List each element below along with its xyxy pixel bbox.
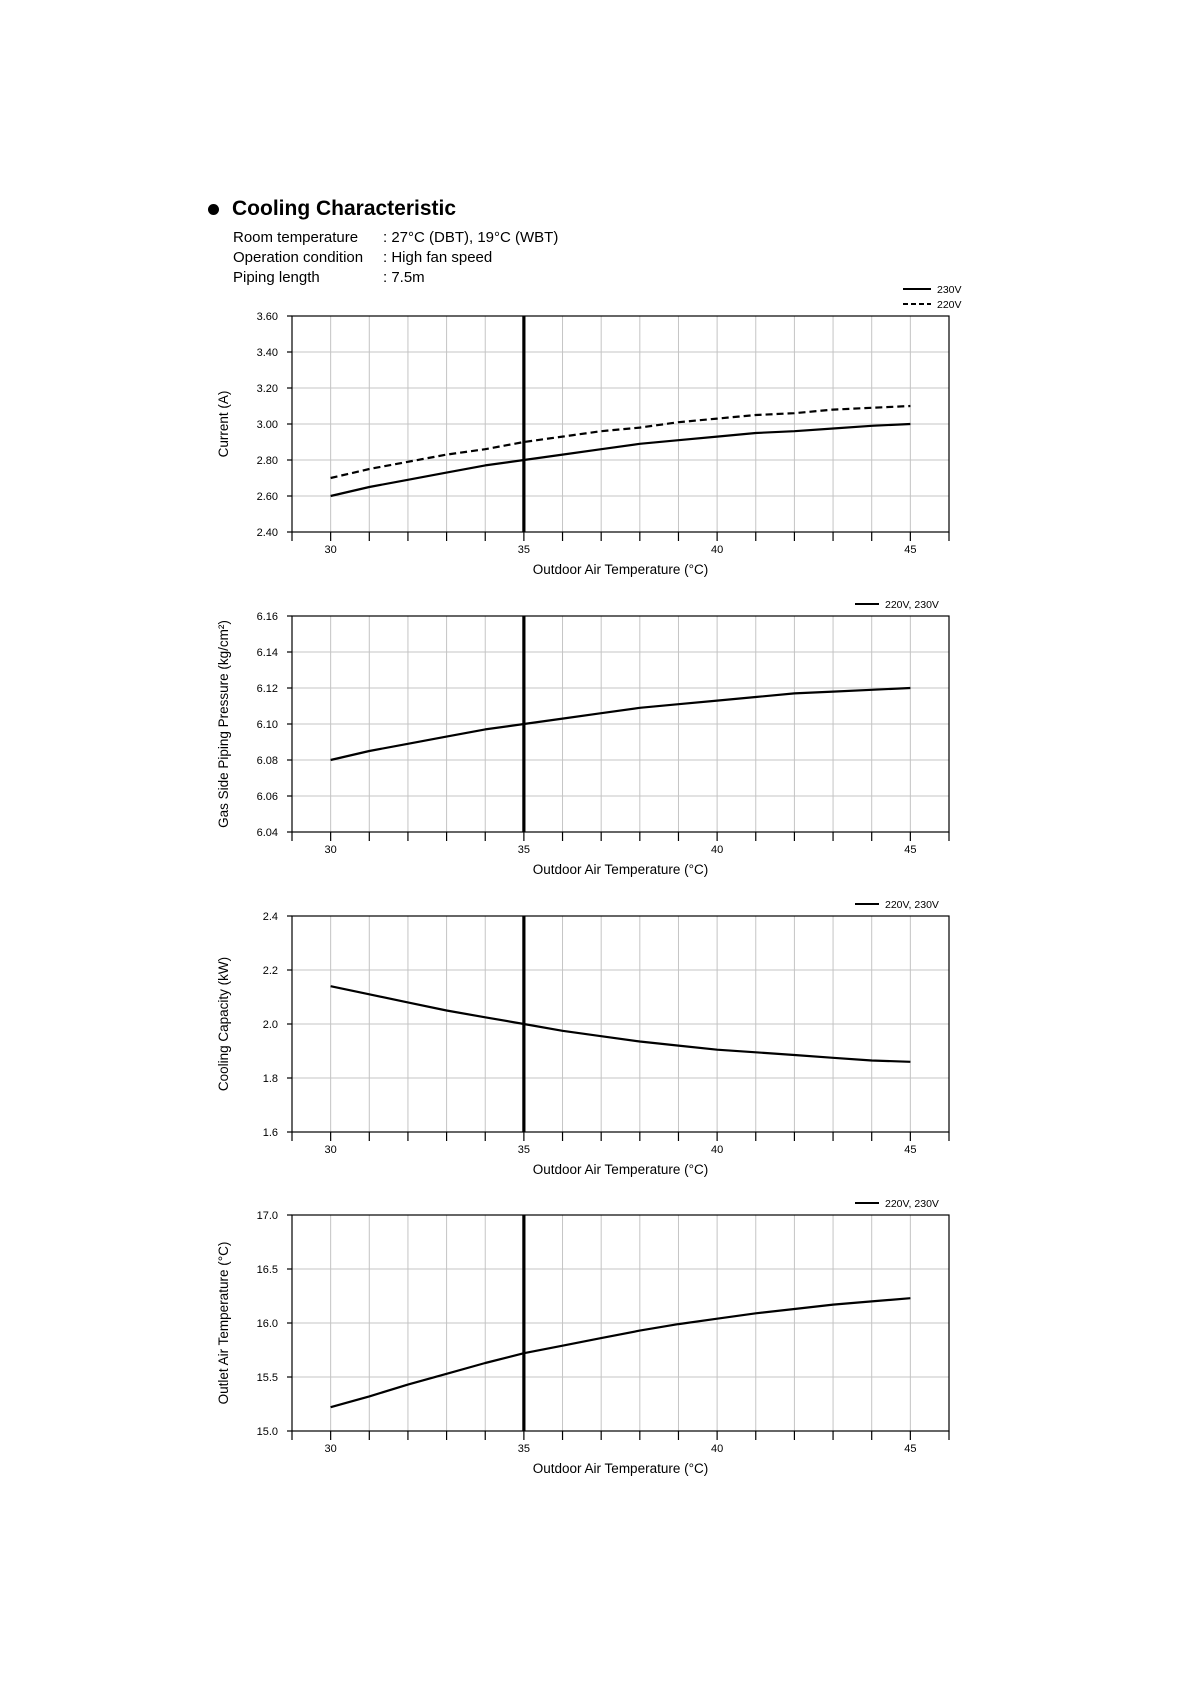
y-tick-label: 3.00 bbox=[256, 419, 278, 431]
y-tick-label: 6.14 bbox=[256, 647, 278, 659]
series-line bbox=[331, 1298, 911, 1407]
y-tick-label: 6.06 bbox=[256, 791, 278, 803]
y-tick-label: 6.10 bbox=[256, 719, 278, 731]
x-tick-label: 45 bbox=[904, 844, 917, 856]
legend-label: 220V, 230V bbox=[885, 899, 939, 911]
y-axis-label: Current (A) bbox=[216, 390, 231, 458]
x-tick-label: 40 bbox=[710, 1144, 724, 1156]
chart-1 bbox=[216, 284, 962, 577]
y-tick-label: 1.8 bbox=[262, 1073, 278, 1085]
x-axis-label: Outdoor Air Temperature (°C) bbox=[532, 1461, 709, 1476]
y-tick-label: 6.12 bbox=[256, 683, 278, 695]
x-tick-label: 30 bbox=[324, 844, 337, 856]
x-tick-label: 40 bbox=[710, 1443, 724, 1455]
legend-label: 230V bbox=[937, 284, 962, 296]
x-axis-label: Outdoor Air Temperature (°C) bbox=[532, 862, 709, 877]
y-tick-label: 2.80 bbox=[256, 455, 278, 467]
x-axis-label: Outdoor Air Temperature (°C) bbox=[532, 562, 709, 577]
y-axis-label: Outlet Air Temperature (°C) bbox=[216, 1241, 231, 1405]
page-title: Cooling Characteristic bbox=[232, 197, 457, 220]
y-tick-label: 3.20 bbox=[256, 383, 278, 395]
y-tick-label: 6.08 bbox=[256, 755, 278, 767]
x-tick-label: 45 bbox=[904, 1144, 917, 1156]
y-tick-label: 3.40 bbox=[256, 347, 278, 359]
x-tick-label: 45 bbox=[904, 1443, 917, 1455]
y-tick-label: 3.60 bbox=[256, 311, 278, 323]
y-tick-label: 6.16 bbox=[256, 611, 278, 623]
chart-3 bbox=[216, 899, 949, 1177]
x-tick-label: 35 bbox=[517, 1443, 531, 1455]
condition-value: : 27°C (DBT), 19°C (WBT) bbox=[383, 229, 559, 246]
y-tick-label: 2.40 bbox=[256, 527, 278, 539]
legend-label: 220V, 230V bbox=[885, 599, 939, 611]
x-tick-label: 30 bbox=[324, 544, 337, 556]
x-tick-label: 30 bbox=[324, 1443, 337, 1455]
y-tick-label: 2.2 bbox=[262, 965, 278, 977]
x-tick-label: 45 bbox=[904, 544, 917, 556]
condition-value: : High fan speed bbox=[383, 249, 493, 266]
y-tick-label: 2.0 bbox=[262, 1019, 278, 1031]
x-tick-label: 40 bbox=[710, 544, 724, 556]
chart-4 bbox=[216, 1198, 949, 1476]
condition-label: Piping length bbox=[233, 269, 320, 286]
y-tick-label: 15.5 bbox=[256, 1372, 278, 1384]
x-tick-label: 35 bbox=[517, 1144, 531, 1156]
y-tick-label: 1.6 bbox=[262, 1127, 278, 1139]
y-axis-label: Cooling Capacity (kW) bbox=[216, 956, 231, 1092]
series-line bbox=[331, 406, 911, 478]
y-tick-label: 2.60 bbox=[256, 491, 278, 503]
condition-label: Room temperature bbox=[233, 229, 359, 246]
x-axis-label: Outdoor Air Temperature (°C) bbox=[532, 1162, 709, 1177]
legend-label: 220V, 230V bbox=[885, 1198, 939, 1210]
chart-2 bbox=[216, 599, 949, 877]
y-tick-label: 15.0 bbox=[256, 1426, 278, 1438]
y-axis-label: Gas Side Piping Pressure (kg/cm²) bbox=[216, 620, 231, 828]
x-tick-label: 40 bbox=[710, 844, 724, 856]
legend-label: 220V bbox=[937, 299, 962, 311]
y-tick-label: 6.04 bbox=[256, 827, 278, 839]
y-tick-label: 17.0 bbox=[256, 1210, 278, 1222]
x-tick-label: 35 bbox=[517, 544, 531, 556]
x-tick-label: 35 bbox=[517, 844, 531, 856]
condition-value: : 7.5m bbox=[383, 269, 425, 286]
x-tick-label: 30 bbox=[324, 1144, 337, 1156]
condition-label: Operation condition bbox=[233, 249, 364, 266]
y-tick-label: 16.5 bbox=[256, 1264, 278, 1276]
y-tick-label: 2.4 bbox=[262, 911, 278, 923]
y-tick-label: 16.0 bbox=[256, 1318, 278, 1330]
